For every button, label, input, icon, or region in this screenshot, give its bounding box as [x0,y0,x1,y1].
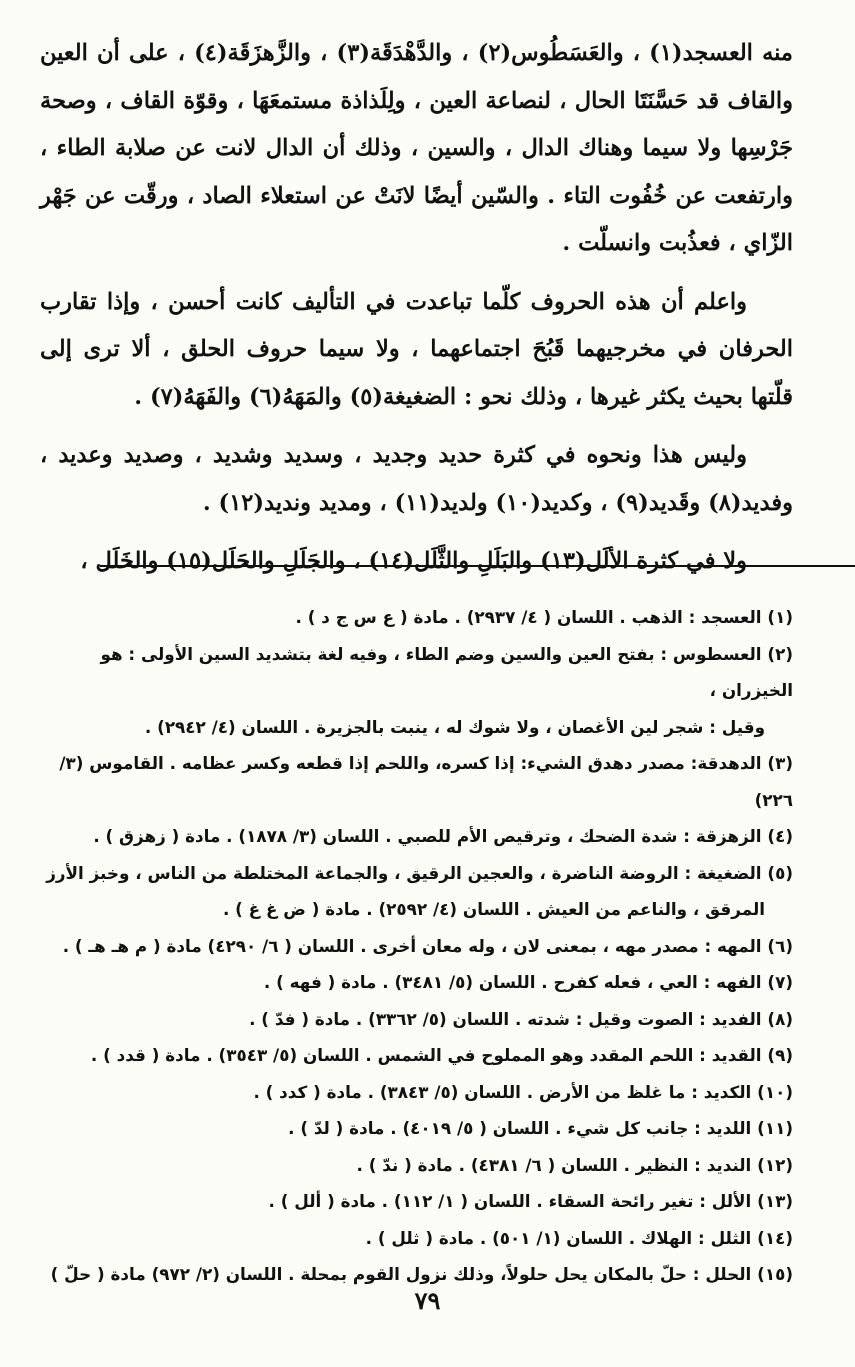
footnotes [45,599,793,1293]
footnote-7: (٧) الفهه : العي ، فعله كفرح . اللسان (٥/ ٣٤٨١) . مادة ( فهه ) . [263,972,793,992]
footnote-13: (١٣) الألل : تغير رائحة السقاء . اللسان ( ١/ ١١٢) . مادة ( ألل ) . [268,1191,793,1211]
footnote-9: (٩) القديد : اللحم المقدد وهو المملوح في الشمس . اللسان (٥/ ٣٥٤٣) . مادة ( قدد ) . [90,1045,793,1065]
footnote-2-continuation: وقيل : شجر لين الأغصان ، ولا شوك له ، ينبت بالجزيرة . اللسان (٤/ ٢٩٤٢) . [144,716,765,737]
footnote-3: (٣) الدهدقة: مصدر دهدق الشيء: إذا كسره، واللحم إذا قطعه وكسر عظامه . القاموس (٣/ ٢٢٦) [59,753,793,810]
footnote-11: (١١) اللديد : جانب كل شيء . اللسان ( ٥/ ٤٠١٩) . مادة ( لدّ ) . [288,1118,793,1138]
footnote-8: (٨) الفديد : الصوت وقيل : شدته . اللسان (٥/ ٣٣٦٢) . مادة ( فدّ ) . [249,1008,793,1029]
footnote-10: (١٠) الكديد : ما غلظ من الأرض . اللسان (٥/ ٣٨٤٣) . مادة ( كدد ) . [253,1081,793,1102]
footnote-12: (١٢) النديد : النظير . اللسان ( ٦/ ٤٣٨١) . مادة ( ندّ ) . [356,1154,793,1175]
footnote-15: (١٥) الحلل : حلّ بالمكان يحل حلولاً، وذلك نزول القوم بمحلة . اللسان (٢/ ٩٧٢) مادة ( حلّ ) [50,1264,793,1284]
paragraph-4: ولا في كثرة الألَل(١٣) والبَلَلِ والثَّلَل(١٤) ، والجَلَلِ والحَلَل(١٥) والخَلَل ، [80,548,747,574]
footnote-6: (٦) المهه : مصدر مهه ، بمعنى لان ، وله معان أخرى . اللسان ( ٦/ ٤٢٩٠) مادة ( م هـ هـ ) . [62,935,793,956]
footnote-separator [100,565,855,567]
paragraph-1: منه العسجد(١) ، والعَسَطُوس(٢) ، والدَّهْدَقَة(٣) ، والزَّهزَقَة(٤) ، على أن العين والقاف قد حَسَّنَتَا الحال ، لنصاعة العين ، ولِلَذاذة مستمعَهَا ، وقوّة القاف ، وصحة جَرْسِها ولا سيما وهناك الدال ، والسين ، وذلك أن الدال لانت عن صلابة الطاء ، وارتفعت عن خُفُوت التاء . والسّين أيضًا لانَتْ عن استعلاء الصاد ، ورقّت عن جَهْر الزّاي ، فعذُبت وانسلّت . [40,40,793,256]
footnote-1: (١) العسجد : الذهب . اللسان ( ٤/ ٢٩٣٧) . مادة ( ع س ج د ) . [295,607,793,627]
footnote-14: (١٤) الثلل : الهلاك . اللسان (١/ ٥٠١) . مادة ( ثلل ) . [365,1227,793,1248]
page-number: ٧٩ [414,1286,441,1315]
footnote-2: (٢) العسطوس : بفتح العين والسين وضم الطاء ، وفيه لغة بتشديد السين الأولى : هو الخيزران ، وقيل : شجر لين الأغصان ، ولا شوك له ، ينبت بالجزيرة . اللسان (٤/ ٢٩٤٢) . [45,636,793,746]
paragraph-2: واعلم أن هذه الحروف كلّما تباعدت في التأليف كانت أحسن ، وإذا تقارب الحرفان في مخرجيهما قَبُحَ اجتماعهما ، ولا سيما حروف الحلق ، ألا ترى إلى قلّتها بحيث يكثر غيرها ، وذلك نحو : الضغيغة(٥) والمَهَهُ(٦) والفَهَهُ(٧) . [40,288,793,410]
footnote-4: (٤) الزهزقة : شدة الضحك ، وترقيص الأم للصبي . اللسان (٣/ ١٨٧٨) . مادة ( زهزق ) . [93,826,793,846]
footnote-5: (٥) الضغيغة : الروضة الناضرة ، والعجين الرقيق ، والجماعة المختلطة من الناس ، وخبز الأرز المرقق ، والناعم من العيش . اللسان (٤/ ٢٥٩٢) . مادة ( ض غ غ ) . [45,855,793,928]
paragraph-3: وليس هذا ونحوه في كثرة حديد وجديد ، وسديد وشديد ، وصديد وعديد ، وفديد(٨) وقَديد(٩) ، وكديد(١٠) ولديد(١١) ، ومديد ونديد(١٢) . [40,442,793,516]
footnote-5-continuation: المرقق ، والناعم من العيش . اللسان (٤/ ٢٥٩٢) . مادة ( ض غ غ ) . [222,899,765,919]
main-text [40,30,793,586]
